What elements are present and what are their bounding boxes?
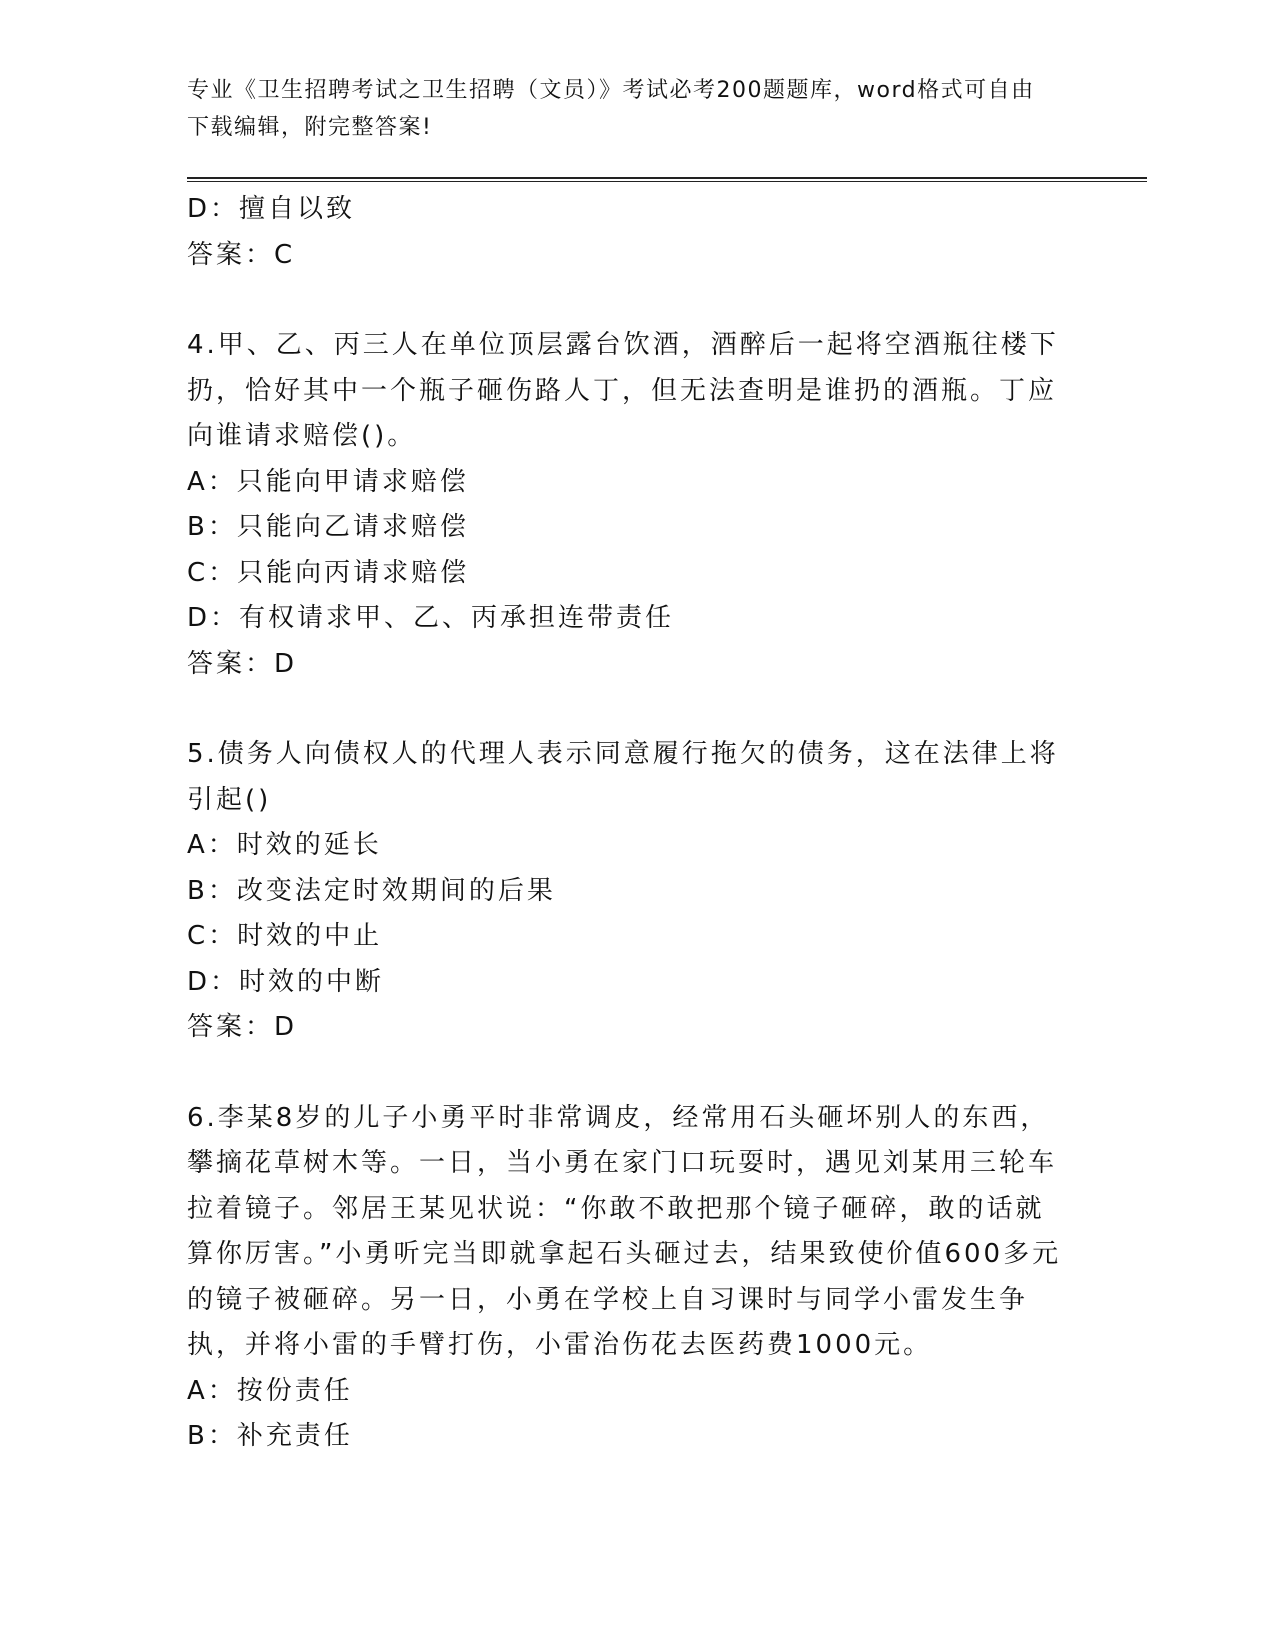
header-rule-thin [187, 181, 1147, 182]
answer-line: 答案：C [187, 239, 296, 270]
option-d: D：时效的中断 [187, 966, 385, 997]
previous-question-tail [187, 187, 1067, 278]
option-d: D：有权请求甲、乙、丙承担连带责任 [187, 603, 675, 633]
question-stem: 6.李某8岁的儿子小勇平时非常调皮，经常用石头砸坏别人的东西，攀摘花草树木等。一日，当小勇在家门口玩耍时，遇见刘某用三轮车拉着镜子。邻居王某见状说：“你敢不敢把那个镜子砸碎，敢的话就算你厉害。”小勇听完当即就拿起石头砸过去，结果致使价值600多元的镜子被砸碎。另一日，小勇在学校上自习课时与同学小雷发生争执，并将小雷的手臂打伤，小雷治伤花去医药费1000元。 [187, 1102, 1062, 1360]
option-a: A：只能向甲请求赔偿 [187, 466, 469, 497]
question-content [187, 187, 1067, 1460]
option-b: B：改变法定时效期间的后果 [187, 875, 556, 906]
option-c: C：只能向丙请求赔偿 [187, 557, 470, 588]
document-header [187, 72, 1057, 146]
question-stem: 4.甲、乙、丙三人在单位顶层露台饮酒，酒醉后一起将空酒瓶往楼下扔，恰好其中一个瓶子砸伤路人丁，但无法查明是谁扔的酒瓶。丁应向谁请求赔偿()。 [187, 330, 1059, 451]
question-4 [187, 323, 1067, 687]
option-b: B：补充责任 [187, 1421, 353, 1451]
header-title: 专业《卫生招聘考试之卫生招聘（文员）》考试必考200题题库，word格式可自由下载编辑，附完整答案! [187, 78, 1035, 140]
option-b: B：只能向乙请求赔偿 [187, 512, 469, 542]
option-c: C：时效的中止 [187, 921, 383, 951]
option-a: A：按份责任 [187, 1375, 353, 1406]
answer-line: 答案：D [187, 648, 298, 679]
header-rule-thick [187, 177, 1147, 179]
question-6 [187, 1096, 1067, 1460]
answer-line: 答案：D [187, 1012, 298, 1042]
question-5 [187, 732, 1067, 1051]
option-d: D：擅自以致 [187, 194, 356, 224]
question-stem: 5.债务人向债权人的代理人表示同意履行拖欠的债务，这在法律上将引起() [187, 739, 1059, 815]
option-a: A：时效的延长 [187, 830, 382, 860]
